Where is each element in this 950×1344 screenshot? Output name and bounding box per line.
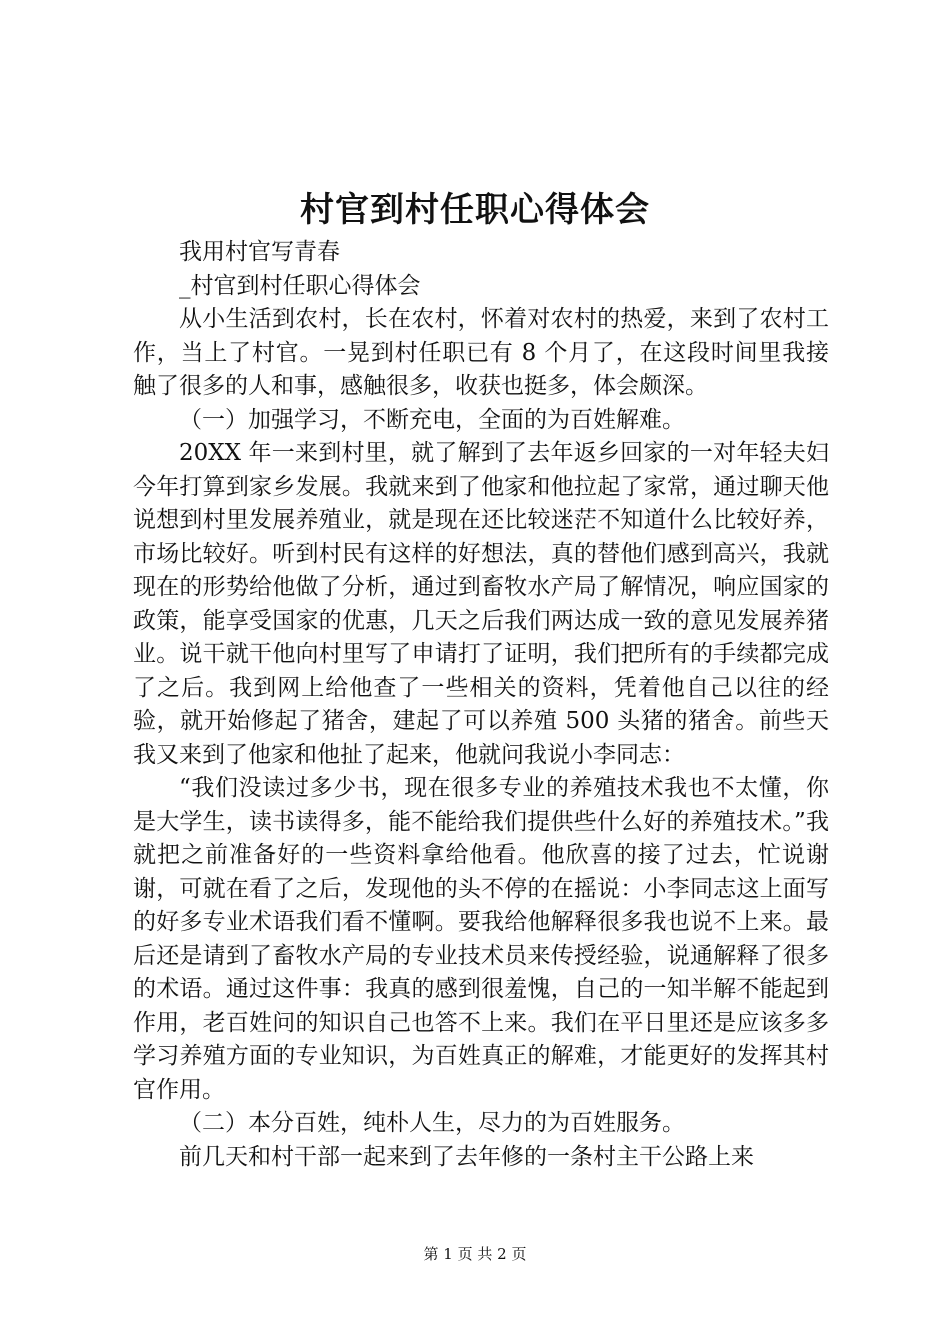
paragraph-quote: “我们没读过多少书，现在很多专业的养殖技术我也不太懂，你是大学生，读书读得多，能不能给我们提供些什么好的养殖技术。”我就把之前准备好的一些资料拿给他看。他欣喜的接了过去，忙说谢谢，可就在看了之后，发现他的头不停的在摇说：小李同志这上面写的好多专业术语我们看不懂啊。要我给他解释很多我也说不上来。最后还是请到了畜牧水产局的专业技术员来传授经验，说通解释了很多的术语。通过这件事：我真的感到很羞愧，自己的一知半解不能起到作用，老百姓问的知识自己也答不上来。我们在平日里还是应该多多学习养殖方面的专业知识，为百姓真正的解难，才能更好的发挥其村官作用。 [133,775,829,1103]
paragraph-subheading: _村官到村任职心得体会 [179,272,421,299]
page-footer: 第 1 页 共 2 页 [423,1245,527,1263]
section-heading-2: （二）本分百姓，纯朴人生，尽力的为百姓服务。 [179,1110,685,1136]
paragraph-intro: 从小生活到农村，长在农村，怀着对农村的热爱，来到了农村工作，当上了村官。一晃到村任职已有 8 个月了，在这段时间里我接触了很多的人和事，感触很多，收获也挺多，体会颇深。 [133,306,829,399]
paragraph-continued: 前几天和村干部一起来到了去年修的一条村主干公路上来 [179,1143,754,1170]
paragraph-subtitle: 我用村官写青春 [179,239,340,265]
section-heading-1: （一）加强学习，不断充电，全面的为百姓解难。 [179,406,685,433]
document-body [133,236,829,1174]
document-title: 村官到村任职心得体会 [300,190,650,230]
paragraph-story: 20XX 年一来到村里，就了解到了去年返乡回家的一对年轻夫妇今年打算到家乡发展。我就来到了他家和他拉起了家常，通过聊天他说想到村里发展养殖业，就是现在还比较迷茫不知道什么比较好养，市场比较好。听到村民有这样的好想法，真的替他们感到高兴，我就现在的形势给他做了分析，通过到畜牧水产局了解情况，响应国家的政策，能享受国家的优惠，几天之后我们两达成一致的意见发展养猪业。说干就干他向村里写了申请打了证明，我们把所有的手续都完成了之后。我到网上给他查了一些相关的资料，凭着他自己以往的经验，就开始修起了猪舍，建起了可以养殖 500 头猪的猪舍。前些天我又来到了他家和他扯了起来，他就问我说小李同志： [133,440,829,768]
